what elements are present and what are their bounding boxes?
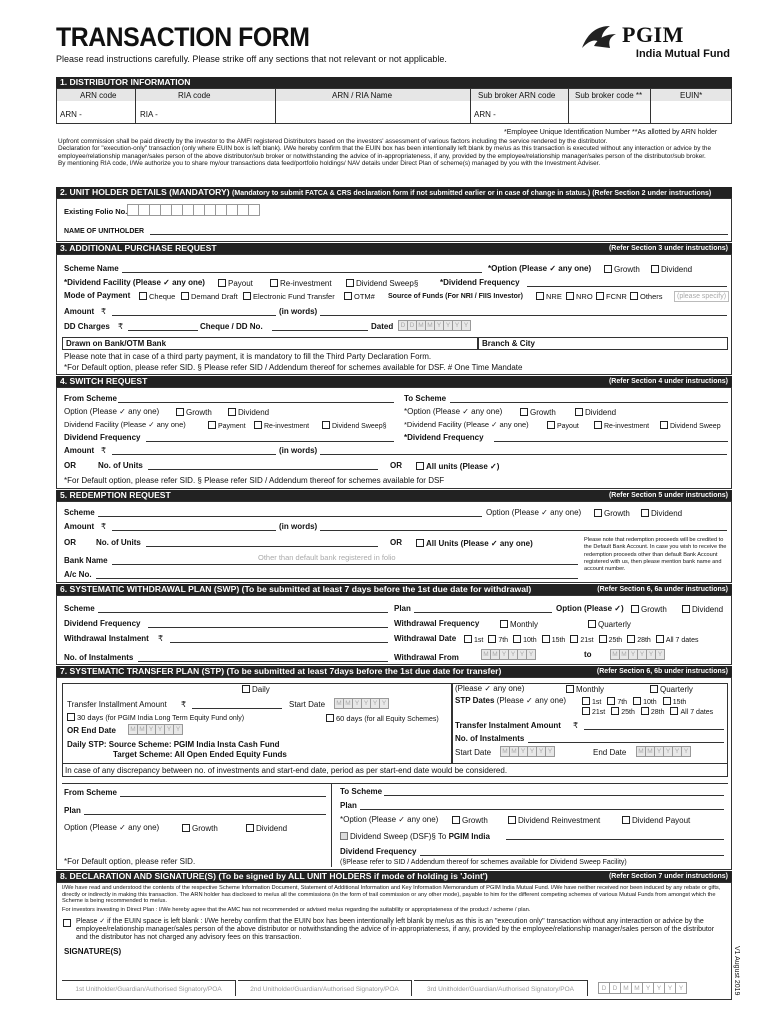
col-name: ARN / RIA Name bbox=[332, 91, 393, 100]
section-swp-header: 6. SYSTEMATIC WITHDRAWAL PLAN (SWP) (To be submitted at least 7 days before the 1st due date for withdrawal) (Refer Section 6, 6a under instructions) bbox=[56, 584, 732, 595]
switch-freq-r-input[interactable] bbox=[494, 441, 728, 442]
signature-1[interactable]: 1st Unitholder/Guardian/Authorised Signatory/POA bbox=[62, 980, 236, 996]
signature-3[interactable]: 3rd Unitholder/Guardian/Authorised Signatory/POA bbox=[414, 980, 588, 996]
stp-growth-l[interactable]: Growth bbox=[182, 824, 218, 833]
date-cell[interactable]: Y bbox=[527, 746, 537, 757]
swp-plan-input[interactable] bbox=[414, 612, 552, 613]
date-cell[interactable]: Y bbox=[628, 649, 638, 660]
swp-w-date-label: Withdrawal Date bbox=[394, 634, 457, 643]
stp-daily-target: Target Scheme: All Open Ended Equity Funds bbox=[113, 750, 287, 759]
switch-units-label: No. of Units bbox=[98, 461, 143, 470]
date-cell[interactable]: Y bbox=[499, 649, 509, 660]
switch-amount-label: Amount bbox=[64, 446, 95, 455]
stp-start-date-2-input[interactable] bbox=[500, 746, 554, 757]
stp-start-date-2-label: Start Date bbox=[455, 748, 492, 757]
date-cell[interactable]: Y bbox=[352, 698, 362, 709]
stp-dsf-note: (§Please refer to SID / Addendum thereof for schemes available for Dividend Sweep Facility) bbox=[340, 859, 627, 866]
dividend-checkbox[interactable]: Dividend bbox=[651, 265, 692, 274]
switch-amount-input[interactable] bbox=[112, 454, 276, 455]
dd-charges-label: DD Charges bbox=[64, 322, 110, 331]
date-cell[interactable]: D bbox=[407, 320, 417, 331]
swp-date-options bbox=[464, 635, 704, 644]
dd-checkbox[interactable]: Demand Draft bbox=[181, 292, 238, 301]
date-cell[interactable]: M bbox=[631, 982, 643, 994]
scheme-name-label: Scheme Name bbox=[64, 264, 119, 273]
col-sub-code: Sub broker code ** bbox=[575, 91, 643, 100]
date-option-checkbox[interactable]: 28th bbox=[627, 637, 651, 644]
switch-words-label: (in words) bbox=[279, 446, 318, 455]
stp-dsf[interactable]: Dividend Sweep (DSF)§ To PGIM India bbox=[340, 832, 490, 841]
switch-facility-l: Dividend Facility (Please ✓ any one) bbox=[64, 420, 186, 429]
redemption-all-units[interactable]: All Units (Please ✓ any one) bbox=[416, 539, 533, 548]
redemption-amount-input[interactable] bbox=[112, 530, 276, 531]
euin-decl-checkbox[interactable] bbox=[63, 919, 73, 928]
date-cell[interactable]: Y bbox=[164, 724, 174, 735]
arn-field[interactable]: ARN - bbox=[60, 110, 82, 119]
switch-or: OR bbox=[64, 461, 76, 470]
date-cell[interactable]: Y bbox=[545, 746, 555, 757]
rupee-icon: ₹ bbox=[101, 307, 107, 316]
date-cell[interactable]: Y bbox=[664, 982, 676, 994]
redemption-or-2: OR bbox=[390, 538, 402, 547]
col-arn: ARN code bbox=[80, 91, 117, 100]
stp-inst-amount-input[interactable] bbox=[192, 708, 282, 709]
stp-no-inst-label: No. of Instalments bbox=[455, 734, 525, 743]
stp-dates-row-a bbox=[582, 697, 692, 706]
switch-growth-r[interactable]: Growth bbox=[520, 408, 556, 417]
unitholder-name-label: NAME OF UNITHOLDER bbox=[64, 228, 145, 235]
ac-no-label: A/c No. bbox=[64, 570, 92, 579]
stp-plan-r-input[interactable] bbox=[360, 809, 724, 810]
date-cell[interactable]: Y bbox=[681, 746, 691, 757]
col-sub-arn: Sub broker ARN code bbox=[478, 91, 556, 100]
date-cell[interactable]: M bbox=[620, 982, 632, 994]
date-option-checkbox[interactable]: 10th bbox=[513, 637, 537, 644]
form-title: TRANSACTION FORM bbox=[56, 22, 310, 52]
rupee-icon-2: ₹ bbox=[118, 322, 124, 331]
section-title: 1. DISTRIBUTOR INFORMATION bbox=[60, 77, 191, 87]
stp-60days[interactable]: 60 days (for all Equity Schemes) bbox=[326, 714, 439, 723]
date-cell[interactable]: Y bbox=[518, 746, 528, 757]
switch-dividend-r[interactable]: Dividend bbox=[575, 408, 616, 417]
swp-scheme-label: Scheme bbox=[64, 604, 95, 613]
mode-label: Mode of Payment bbox=[64, 291, 131, 300]
swp-growth[interactable]: Growth bbox=[631, 605, 667, 614]
scheme-name-input[interactable] bbox=[122, 272, 482, 273]
date-cell[interactable]: Y bbox=[646, 649, 656, 660]
date-option-checkbox[interactable]: 15th bbox=[663, 699, 687, 706]
switch-facility-r: *Dividend Facility (Please ✓ any one) bbox=[404, 420, 529, 429]
version-label: V1 August 2019 bbox=[733, 946, 740, 996]
date-cell[interactable]: Y bbox=[663, 746, 673, 757]
to-scheme-input[interactable] bbox=[450, 402, 728, 403]
bank-name-input[interactable] bbox=[112, 564, 578, 565]
date-cell[interactable]: M bbox=[334, 698, 344, 709]
stp-discrepancy-note: In case of any discrepancy between no. of investments and start-end date, period as per start-end date would be considered. bbox=[65, 766, 508, 775]
purchase-default-note: *For Default option, please refer SID. § Please refer SID / Addendum thereof for schemes available for DSF. # One Time Mandate bbox=[64, 363, 523, 372]
form-instructions: Please read instructions carefully. Please strike off any sections that not relevant or not applicable. bbox=[56, 54, 447, 64]
folio-input[interactable] bbox=[127, 204, 259, 216]
date-cell[interactable]: Y bbox=[653, 982, 665, 994]
date-cell[interactable]: M bbox=[500, 746, 510, 757]
brand-name: PGIM bbox=[622, 22, 684, 47]
swp-no-inst-input[interactable] bbox=[138, 661, 388, 662]
stp-end-date-label: OR End Date bbox=[67, 726, 116, 735]
date-cell[interactable]: M bbox=[636, 746, 646, 757]
switch-freq-r: *Dividend Frequency bbox=[404, 433, 484, 442]
date-option-checkbox[interactable]: All 7 dates bbox=[656, 637, 699, 644]
dated-input[interactable] bbox=[398, 320, 470, 331]
stp-from-label: From Scheme bbox=[64, 788, 117, 797]
date-cell[interactable]: M bbox=[645, 746, 655, 757]
stp-t-inst-amount-input[interactable] bbox=[584, 729, 724, 730]
date-cell[interactable]: Y bbox=[642, 982, 654, 994]
switch-sweep-r[interactable]: Dividend Sweep bbox=[660, 421, 721, 430]
option-label: *Option (Please ✓ any one) bbox=[488, 264, 592, 273]
stp-default-note: *For Default option, please refer SID. bbox=[64, 857, 196, 866]
switch-all-units[interactable]: All units (Please ✓) bbox=[416, 462, 499, 471]
switch-payment-l[interactable]: Payment bbox=[208, 421, 246, 430]
swp-monthly[interactable]: Monthly bbox=[500, 620, 538, 629]
stp-dsf-input[interactable] bbox=[506, 839, 724, 840]
swp-scheme-input[interactable] bbox=[98, 612, 388, 613]
redemption-scheme-input[interactable] bbox=[98, 516, 482, 517]
stp-start-date-label: Start Date bbox=[289, 700, 326, 709]
col-ria: RIA code bbox=[178, 91, 211, 100]
pgim-logo-icon bbox=[580, 22, 620, 52]
date-cell[interactable]: Y bbox=[434, 320, 444, 331]
sweep-checkbox[interactable]: Dividend Sweep§ bbox=[346, 279, 418, 288]
date-cell[interactable]: Y bbox=[443, 320, 453, 331]
date-cell[interactable]: M bbox=[343, 698, 353, 709]
sub-arn-field[interactable]: ARN - bbox=[474, 110, 496, 119]
rupee-icon-3: ₹ bbox=[101, 446, 107, 455]
bank-name-label: Bank Name bbox=[64, 556, 108, 565]
date-cell[interactable]: Y bbox=[637, 649, 647, 660]
switch-reinvest-r[interactable]: Re-investment bbox=[594, 421, 649, 430]
switch-reinvest-l[interactable]: Re-investment bbox=[254, 421, 309, 430]
stp-to-label: To Scheme bbox=[340, 787, 383, 796]
date-cell[interactable]: Y bbox=[146, 724, 156, 735]
date-option-checkbox[interactable]: 7th bbox=[607, 699, 627, 706]
stp-monthly[interactable]: Monthly bbox=[566, 685, 604, 694]
switch-words-input[interactable] bbox=[320, 454, 727, 455]
switch-dividend-l[interactable]: Dividend bbox=[228, 408, 269, 417]
rupee-icon-5: ₹ bbox=[158, 634, 164, 643]
stp-option-label: (Please ✓ any one) bbox=[455, 684, 525, 693]
redemption-units-label: No. of Units bbox=[96, 538, 141, 547]
third-party-note: Please note that in case of a third party payment, it is mandatory to fill the Third Party Declaration Form. bbox=[64, 352, 432, 361]
drawn-on-label: Drawn on Bank/OTM Bank bbox=[66, 339, 167, 348]
section-switch-header: 4. SWITCH REQUEST (Refer Section 4 under instructions) bbox=[56, 376, 732, 387]
swp-w-inst-input[interactable] bbox=[170, 642, 388, 643]
date-cell[interactable]: Y bbox=[536, 746, 546, 757]
date-option-checkbox[interactable]: 10th bbox=[633, 699, 657, 706]
date-option-checkbox[interactable]: 1st bbox=[464, 637, 483, 644]
stp-quarterly[interactable]: Quarterly bbox=[650, 685, 693, 694]
date-cell[interactable]: M bbox=[137, 724, 147, 735]
redemption-dividend[interactable]: Dividend bbox=[641, 509, 682, 518]
unitholder-name-input[interactable] bbox=[150, 234, 728, 235]
stp-to-input[interactable] bbox=[384, 795, 724, 796]
date-cell[interactable]: D bbox=[398, 320, 408, 331]
stp-30days[interactable]: 30 days (for PGIM India Long Term Equity Fund only) bbox=[67, 713, 244, 722]
to-scheme-label: To Scheme bbox=[404, 394, 447, 403]
date-cell[interactable]: M bbox=[425, 320, 435, 331]
date-option-checkbox[interactable]: All 7 dates bbox=[670, 709, 713, 716]
folio-label: Existing Folio No. bbox=[64, 207, 128, 216]
signatures-label: SIGNATURE(S) bbox=[64, 947, 122, 956]
swp-dividend[interactable]: Dividend bbox=[682, 605, 723, 614]
date-cell[interactable]: Y bbox=[654, 746, 664, 757]
reinvest-checkbox[interactable]: Re-investment bbox=[270, 279, 332, 288]
date-cell[interactable]: Y bbox=[370, 698, 380, 709]
date-cell[interactable]: M bbox=[619, 649, 629, 660]
date-option-checkbox[interactable]: 7th bbox=[488, 637, 508, 644]
stp-option-l-label: Option (Please ✓ any one) bbox=[64, 823, 160, 832]
date-cell[interactable]: Y bbox=[508, 649, 518, 660]
section-purchase-header: 3. ADDITIONAL PURCHASE REQUEST (Refer Section 3 under instructions) bbox=[56, 243, 732, 254]
from-scheme-input[interactable] bbox=[118, 402, 394, 403]
stp-div-freq-input[interactable] bbox=[420, 855, 724, 856]
date-cell[interactable]: Y bbox=[379, 698, 389, 709]
from-scheme-label: From Scheme bbox=[64, 394, 117, 403]
section-unitholder-header: 2. UNIT HOLDER DETAILS (MANDATORY) (Mandatory to submit FATCA & CRS declaration form if not submitted earlier or in case of change in status.) (Refer Section 2 under instructions) bbox=[56, 187, 732, 198]
date-cell[interactable]: D bbox=[598, 982, 610, 994]
stp-from-input[interactable] bbox=[120, 796, 326, 797]
date-option-checkbox[interactable]: 21st bbox=[582, 709, 605, 716]
ac-no-input[interactable] bbox=[96, 578, 578, 579]
swp-plan-label: Plan bbox=[394, 604, 411, 613]
dated-label: Dated bbox=[371, 322, 394, 331]
swp-option-label: Option (Please ✓) bbox=[556, 604, 624, 613]
stp-div-payout[interactable]: Dividend Payout bbox=[622, 816, 690, 825]
date-cell[interactable]: D bbox=[609, 982, 621, 994]
rupee-icon-6: ₹ bbox=[181, 700, 187, 709]
redemption-scheme-label: Scheme bbox=[64, 508, 95, 517]
signature-2[interactable]: 2nd Unitholder/Guardian/Authorised Signatory/POA bbox=[238, 980, 412, 996]
stp-t-inst-amount-label: Transfer Instalment Amount bbox=[455, 721, 561, 730]
redemption-units-input[interactable] bbox=[146, 546, 378, 547]
rupee-icon-4: ₹ bbox=[101, 522, 107, 531]
date-cell[interactable]: Y bbox=[361, 698, 371, 709]
switch-default-note: *For Default option, please refer SID. § Please refer SID / Addendum thereof for schemes available for DSF bbox=[64, 476, 445, 485]
cheque-checkbox[interactable]: Cheque bbox=[139, 292, 175, 301]
switch-option-r-label: *Option (Please ✓ any one) bbox=[404, 407, 503, 416]
swp-to-input[interactable] bbox=[610, 649, 664, 660]
eft-checkbox[interactable]: Electronic Fund Transfer bbox=[243, 292, 335, 301]
stp-option-r-label: *Option (Please ✓ any one) bbox=[340, 815, 439, 824]
cheque-dd-no-label: Cheque / DD No. bbox=[200, 322, 263, 331]
swp-quarterly[interactable]: Quarterly bbox=[588, 620, 631, 629]
stp-daily-source: Daily STP: Source Scheme: PGIM India Insta Cash Fund bbox=[67, 740, 280, 749]
stp-inst-amount-label: Transfer Installment Amount bbox=[67, 700, 167, 709]
switch-growth-l[interactable]: Growth bbox=[176, 408, 212, 417]
redemption-growth[interactable]: Growth bbox=[594, 509, 630, 518]
date-cell[interactable]: M bbox=[610, 649, 620, 660]
date-option-checkbox[interactable]: 28th bbox=[641, 709, 665, 716]
nro-checkbox[interactable]: NRO bbox=[566, 292, 593, 301]
distributor-declaration: Upfront commission shall be paid directly by the investor to the AMFI registered Distributors based on the investors' assessment of various factors including the service rendered by the distributor. Declaration for "execution-only" transaction (only where EUIN box is left blank). I/We hereby confirm that the EUIN box has been intentionally left blank by me/us as this transaction is executed without any interaction or advice by the employee/relationship manager/sales person of the above distributor/sub broker or notwithstanding the advice of in-appropriateness, if any, provided by the employee/relationship manager/sales person of the distributor/sub broker. By mentioning RIA code, I/We authorize you to share my/our transactions data feed/portfolio holdings/ NAV details under Direct Plan of scheme(s) managed by you with the Investment Adviser. bbox=[58, 138, 712, 168]
swp-to-label: to bbox=[584, 650, 592, 659]
swp-from-input[interactable] bbox=[481, 649, 535, 660]
dd-charges-input[interactable] bbox=[128, 330, 198, 331]
section-stp-header: 7. SYSTEMATIC TRANSFER PLAN (STP) (To be submitted at least 7days before the 1st due date for transfer) (Refer Section 6, 6b under instructions) bbox=[56, 666, 732, 677]
bank-name-placeholder: Other than default bank registered in folio bbox=[258, 553, 396, 562]
date-cell[interactable]: Y bbox=[672, 746, 682, 757]
stp-plan-r-label: Plan bbox=[340, 801, 357, 810]
stp-start-date-input[interactable] bbox=[334, 698, 388, 709]
declaration-text: I/We have read and understood the contents of the respective Scheme Information Document, Statement of Additional Information and Key Information Memorandum of PGIM India Mutual Fund. I/We have neither received nor been induced by any rebate or gifts, directly or indirectly in making this transaction. The ARN holder has disclosed to me/us all the commissions (in the form of trail commission or any other mode), payable to him for the different competing schemes of various Mutual Funds from amongst which the Scheme is being recommended to me/us. bbox=[62, 885, 721, 904]
switch-sweep-l[interactable]: Dividend Sweep§ bbox=[322, 421, 386, 430]
stp-div-reinvest[interactable]: Dividend Reinvestment bbox=[508, 816, 600, 825]
date-option-checkbox[interactable]: 25th bbox=[611, 709, 635, 716]
switch-or-2: OR bbox=[390, 461, 402, 470]
others-specify-input[interactable]: (please specify) bbox=[674, 291, 729, 302]
swp-w-freq-label: Withdrawal Frequency bbox=[394, 619, 480, 628]
date-option-checkbox[interactable]: 15th bbox=[542, 637, 566, 644]
euin-declaration: Please ✓ if the EUIN space is left blank : I/We hereby confirm that the EUIN box has been intentionally left blank by me/us as this is an "execution only" transaction without any interaction or advice by the employee/relationship manager/sales person of the above distributor or notwithstanding the advice of in-appropriateness, if any, provided by the employee/relationship manager/sales person of the distributor and the distributor has not charged any advisory fees on this transaction. bbox=[76, 918, 715, 941]
cheque-dd-no-input[interactable] bbox=[272, 330, 368, 331]
switch-payout-r[interactable]: Payout bbox=[547, 421, 579, 430]
swp-no-inst-label: No. of Instalments bbox=[64, 653, 134, 662]
amount-words-input[interactable] bbox=[320, 315, 727, 316]
date-cell[interactable]: Y bbox=[675, 982, 687, 994]
date-cell[interactable]: M bbox=[481, 649, 491, 660]
date-option-checkbox[interactable]: 21st bbox=[570, 637, 593, 644]
branch-city-label: Branch & City bbox=[482, 339, 535, 348]
redemption-note: Please note that redemption proceeds will be credited to the Default Bank Account. In case you wish to receive the redemption proceeds other than default Bank Account registered with us, then please mention bank name and account number. bbox=[584, 537, 727, 573]
stp-dividend-l[interactable]: Dividend bbox=[246, 824, 287, 833]
switch-option-label: Option (Please ✓ any one) bbox=[64, 407, 160, 416]
date-cell[interactable]: M bbox=[509, 746, 519, 757]
date-cell[interactable]: M bbox=[128, 724, 138, 735]
direct-plan-text: For investors investing in Direct Plan : I/We hereby agree that the AMC has not recommended or advised me/us regarding the suitability or appropriateness of the product / scheme / plan. bbox=[62, 907, 531, 913]
amount-label: Amount bbox=[64, 307, 95, 316]
date-cell[interactable]: Y bbox=[452, 320, 462, 331]
distributor-footnote: *Employee Unique Identification Number **As allotted by ARN holder bbox=[504, 129, 718, 136]
fcnr-checkbox[interactable]: FCNR bbox=[596, 292, 627, 301]
div-freq-label: *Dividend Frequency bbox=[440, 278, 520, 287]
date-cell[interactable]: Y bbox=[526, 649, 536, 660]
growth-checkbox[interactable]: Growth bbox=[604, 265, 640, 274]
section-redemption-header: 5. REDEMPTION REQUEST (Refer Section 5 under instructions) bbox=[56, 490, 732, 501]
swp-w-inst-label: Withdrawal Instalment bbox=[64, 634, 149, 643]
others-checkbox[interactable]: Others bbox=[630, 292, 663, 301]
swp-div-freq-input[interactable] bbox=[148, 627, 388, 628]
ria-field[interactable]: RIA - bbox=[140, 110, 158, 119]
stp-plan-l-input[interactable] bbox=[84, 814, 326, 815]
stp-end-date-2-input[interactable] bbox=[636, 746, 690, 757]
date-cell[interactable]: Y bbox=[155, 724, 165, 735]
date-cell[interactable]: M bbox=[416, 320, 426, 331]
stp-daily[interactable]: Daily bbox=[242, 685, 270, 694]
switch-freq-l: Dividend Frequency bbox=[64, 433, 141, 442]
date-cell[interactable]: M bbox=[490, 649, 500, 660]
date-cell[interactable]: Y bbox=[173, 724, 183, 735]
nre-checkbox[interactable]: NRE bbox=[536, 292, 562, 301]
signature-date-input[interactable] bbox=[598, 982, 686, 994]
switch-units-input[interactable] bbox=[148, 469, 378, 470]
amount-words-label: (in words) bbox=[279, 307, 318, 316]
source-funds-label: Source of Funds (For NRI / FIIS Investor) bbox=[388, 293, 523, 300]
div-facility-label: *Dividend Facility (Please ✓ any one) bbox=[64, 278, 205, 287]
stp-dates-label: STP Dates (Please ✓ any one) bbox=[455, 696, 567, 705]
stp-end-date-input[interactable] bbox=[128, 724, 182, 735]
stp-end-date-2-label: End Date bbox=[593, 748, 627, 757]
rupee-icon-7: ₹ bbox=[573, 721, 579, 730]
div-freq-input[interactable] bbox=[527, 286, 727, 287]
stp-plan-l-label: Plan bbox=[64, 806, 81, 815]
stp-growth-r[interactable]: Growth bbox=[452, 816, 488, 825]
redemption-words-input[interactable] bbox=[320, 530, 727, 531]
swp-from-label: Withdrawal From bbox=[394, 653, 459, 662]
section-declaration-header: 8. DECLARATION AND SIGNATURE(S) (To be signed by ALL UNIT HOLDERS if mode of holding is 'Joint') (Refer Section 7 under instructions) bbox=[56, 871, 732, 882]
brand-sub: India Mutual Fund bbox=[635, 48, 730, 60]
date-cell[interactable]: Y bbox=[517, 649, 527, 660]
date-option-checkbox[interactable]: 1st bbox=[582, 699, 601, 706]
otm-checkbox[interactable]: OTM# bbox=[344, 292, 375, 301]
redemption-words-label: (in words) bbox=[279, 522, 318, 531]
swp-div-freq-label: Dividend Frequency bbox=[64, 619, 141, 628]
date-cell[interactable]: Y bbox=[461, 320, 471, 331]
stp-no-inst-input[interactable] bbox=[528, 742, 724, 743]
stp-div-freq-label: Dividend Frequency bbox=[340, 847, 417, 856]
date-cell[interactable]: Y bbox=[655, 649, 665, 660]
redemption-or: OR bbox=[64, 538, 76, 547]
payout-checkbox[interactable]: Payout bbox=[218, 279, 253, 288]
pgim-logo bbox=[580, 22, 730, 62]
redemption-option-label: Option (Please ✓ any one) bbox=[486, 508, 582, 517]
amount-input[interactable] bbox=[112, 315, 276, 316]
section-distributor-header bbox=[56, 77, 732, 88]
date-option-checkbox[interactable]: 25th bbox=[599, 637, 623, 644]
col-euin: EUIN* bbox=[680, 91, 703, 100]
stp-dates-row-b bbox=[582, 707, 719, 716]
switch-freq-l-input[interactable] bbox=[146, 441, 394, 442]
redemption-amount-label: Amount bbox=[64, 522, 95, 531]
